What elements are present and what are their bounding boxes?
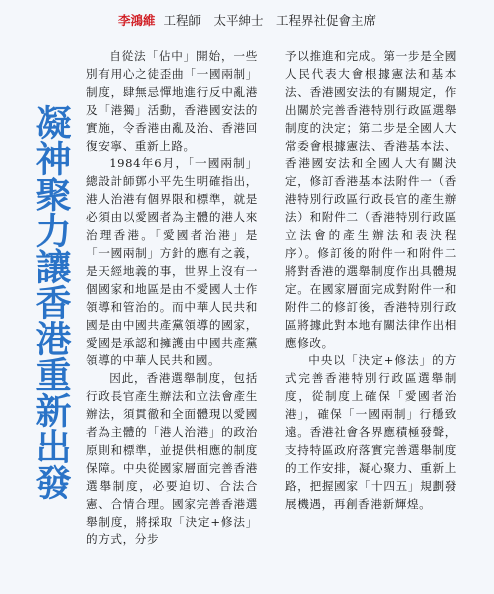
headline: 凝神聚力讓香港重新出發 bbox=[30, 104, 71, 500]
article-column-2 bbox=[285, 48, 457, 514]
paragraph: 中央以「決定+修法」的方式完善香港特別行政區選舉制度，從制度上確保「愛國者治港」，確保「一國兩制」行穩致遠。香港社會各界應積極發聲，支持特區政府落實完善選舉制度的工作安排，凝心聚力、重新上路，把握國家「十四五」規劃發展機遇，再創香港新輝煌。 bbox=[285, 353, 457, 511]
article-column-1 bbox=[86, 48, 258, 549]
author-title: 工程師 太平紳士 工程界社促會主席 bbox=[163, 13, 377, 28]
author-name: 李鴻維 bbox=[117, 13, 156, 28]
byline bbox=[0, 0, 494, 40]
paragraph: 自從法「佔中」開始，一些別有用心之徒歪曲「一國兩制」制度，肆無忌憚地進行反中亂港及「港獨」活動，香港國安法的實施，令香港由亂及治、香港回復安寧、重新上路。 bbox=[86, 49, 258, 153]
paragraph: 1984年6月，「一國兩制」總設計師鄧小平先生明確指出，港人治港有個界限和標準，就是必須由以愛國者為主體的港人來治理香港。「愛國者治港」是「一國兩制」方針的應有之義，是天經地義的事，世界上沒有一個國家和地區是由不愛國人士作領導和管治的。而中華人民共和國是由中國共產黨領導的國家，愛國是承認和擁護由中國共產黨領導的中華人民共和國。 bbox=[86, 156, 258, 368]
paragraph: 予以推進和完成。第一步是全國人民代表大會根據憲法和基本法、香港國安法的有關規定，作出關於完善香港特別行政區選舉制度的決定；第二步是全國人大常委會根據憲法、香港基本法、香港國安法和全國人大有關決定，修訂香港基本法附件一（香港特別行政區行政長官的產生辦法）和附件二（香港特別行政區立法會的產生辦法和表決程序）。修訂後的附件一和附件二將對香港的選舉制度作出具體規定。在國家層面完成對附件一和附件二的修訂後，香港特別行政區將據此對本地有關法律作出相應修改。 bbox=[285, 49, 457, 350]
paragraph: 因此，香港選舉制度，包括行政長官產生辦法和立法會產生辦法，須貫徹和全面體現以愛國者為主體的「港人治港」的政治原則和標準，並提供相應的制度保障。中央從國家層面完善香港選舉制度，必要迫切、合法合憲、合情合理。國家完善香港選舉制度，將採取「決定+修法」的方式，分步 bbox=[86, 371, 258, 547]
